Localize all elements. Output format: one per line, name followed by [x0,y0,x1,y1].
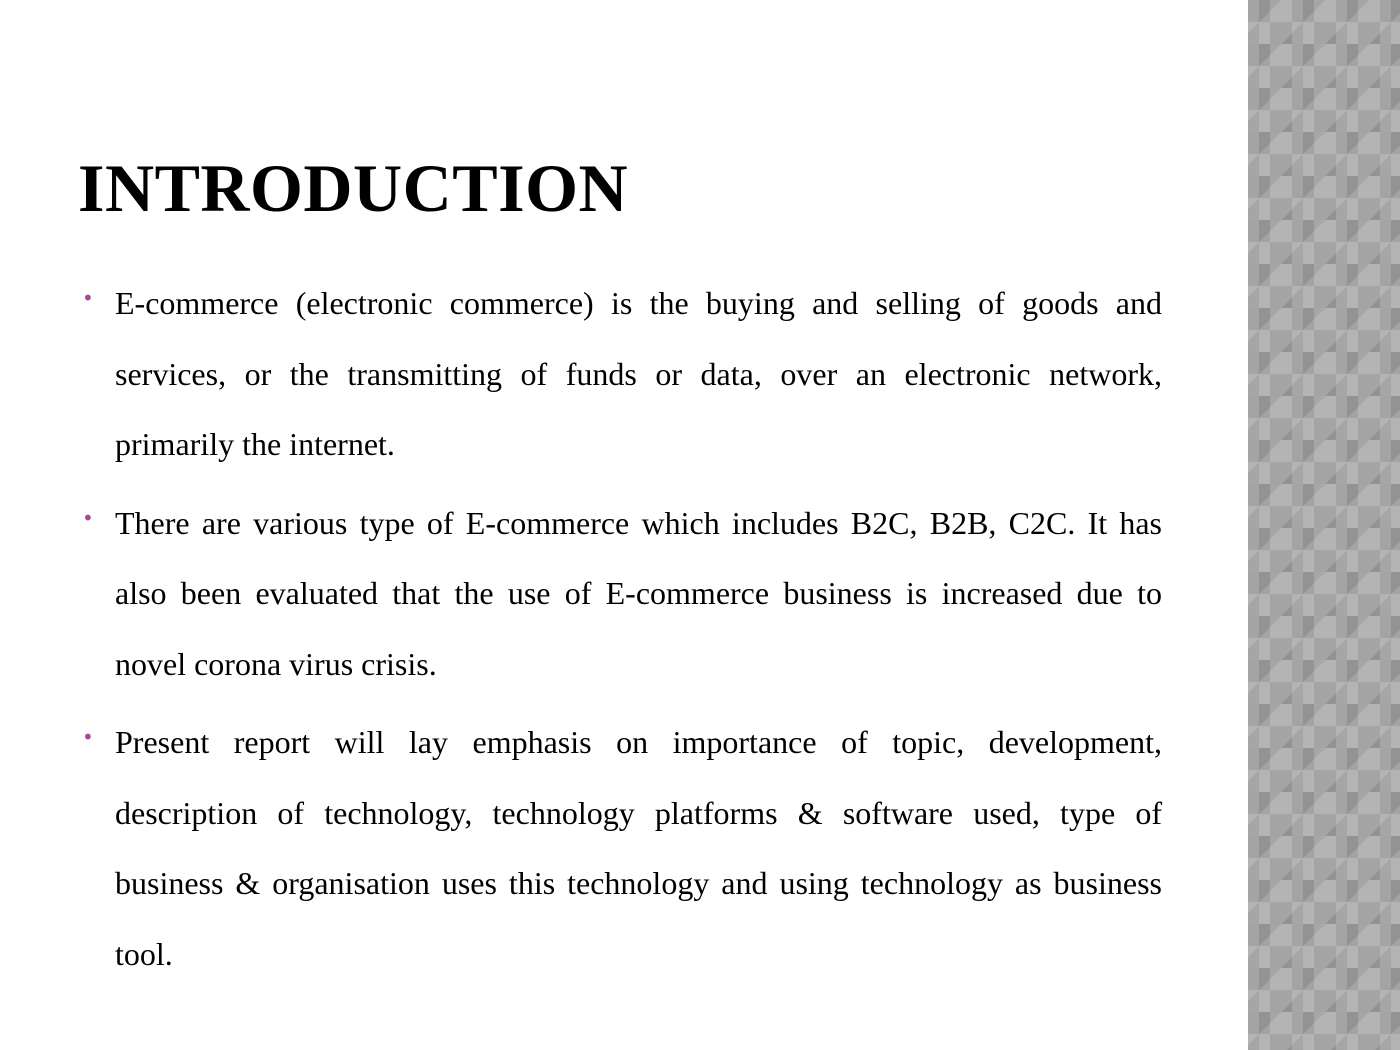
bullet-text: E-commerce (electronic commerce) is the buying and selling of goods and services, or the transmitting of funds or data, over an electronic network, primarily the internet. [115,285,1162,462]
bullet-dot-icon: • [82,286,94,310]
bullet-item [82,488,1162,700]
bullet-text: There are various type of E-commerce which includes B2C, B2B, C2C. It has also been evaluated that the use of E-commerce business is increased due to novel corona virus crisis. [115,504,1162,682]
bullet-list [82,268,1162,997]
bullet-item [82,707,1162,989]
bullet-dot-icon: • [82,505,94,530]
bullet-item [82,268,1162,480]
slide-title: INTRODUCTION [78,150,629,226]
bullet-text: Present report will lay emphasis on importance of topic, development, description of technology, technology platforms & software used, type of business & organisation uses this technology and using technology as business tool. [115,724,1162,972]
bullet-dot-icon: • [82,725,94,749]
decorative-side-panel [1248,0,1400,1050]
